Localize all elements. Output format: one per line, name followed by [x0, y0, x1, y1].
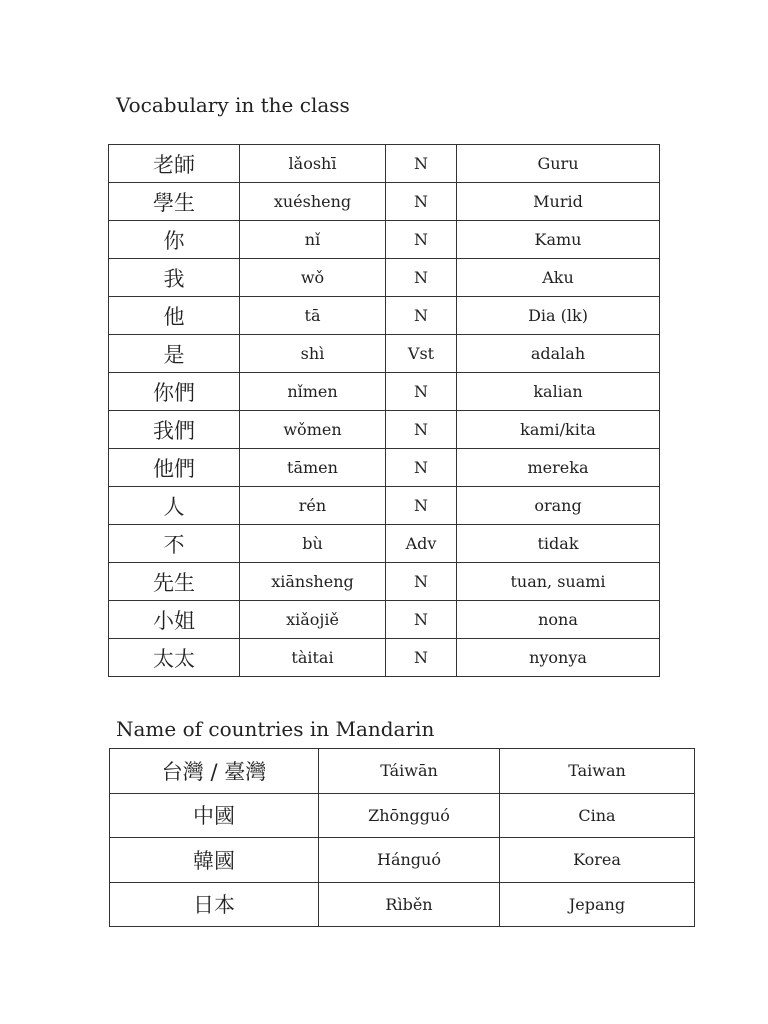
vocabulary-row	[109, 601, 660, 639]
vocab-pinyin-cell: xiānsheng	[240, 563, 386, 601]
vocabulary-row	[109, 297, 660, 335]
vocab-hanzi-cell: 小姐	[109, 601, 240, 639]
vocab-pos-cell: N	[386, 259, 457, 297]
vocab-meaning-cell: tidak	[457, 525, 660, 563]
vocab-meaning-cell: tuan, suami	[457, 563, 660, 601]
vocabulary-table	[108, 144, 660, 677]
vocab-pos-cell: N	[386, 221, 457, 259]
vocab-pinyin-cell: rén	[240, 487, 386, 525]
vocab-pos-cell: N	[386, 639, 457, 677]
country-meaning-cell: Jepang	[500, 882, 695, 927]
vocab-hanzi-cell: 不	[109, 525, 240, 563]
vocab-pos-cell: N	[386, 373, 457, 411]
country-meaning-cell: Cina	[500, 793, 695, 838]
vocab-pinyin-cell: lǎoshī	[240, 145, 386, 183]
vocab-meaning-cell: mereka	[457, 449, 660, 487]
vocab-meaning-cell: Dia (lk)	[457, 297, 660, 335]
vocab-hanzi-cell: 你	[109, 221, 240, 259]
vocab-pinyin-cell: tāmen	[240, 449, 386, 487]
vocab-meaning-cell: Kamu	[457, 221, 660, 259]
vocab-meaning-cell: nyonya	[457, 639, 660, 677]
vocab-meaning-cell: adalah	[457, 335, 660, 373]
vocab-pos-cell: N	[386, 411, 457, 449]
vocab-hanzi-cell: 太太	[109, 639, 240, 677]
vocab-pinyin-cell: nǐ	[240, 221, 386, 259]
vocab-meaning-cell: kalian	[457, 373, 660, 411]
vocab-pinyin-cell: tā	[240, 297, 386, 335]
vocabulary-row	[109, 221, 660, 259]
vocab-meaning-cell: orang	[457, 487, 660, 525]
vocab-pos-cell: N	[386, 487, 457, 525]
vocabulary-row	[109, 449, 660, 487]
vocab-hanzi-cell: 是	[109, 335, 240, 373]
vocab-pos-cell: Vst	[386, 335, 457, 373]
country-pinyin-cell: Táiwān	[319, 749, 500, 794]
vocab-pinyin-cell: wǒmen	[240, 411, 386, 449]
vocabulary-row	[109, 639, 660, 677]
vocab-pos-cell: N	[386, 601, 457, 639]
vocab-pos-cell: N	[386, 145, 457, 183]
country-pinyin-cell: Rìběn	[319, 882, 500, 927]
vocab-pos-cell: N	[386, 297, 457, 335]
vocab-pinyin-cell: wǒ	[240, 259, 386, 297]
vocab-pos-cell: N	[386, 449, 457, 487]
vocabulary-row	[109, 525, 660, 563]
vocab-pos-cell: N	[386, 563, 457, 601]
vocab-hanzi-cell: 先生	[109, 563, 240, 601]
vocab-pos-cell: N	[386, 183, 457, 221]
vocab-meaning-cell: Aku	[457, 259, 660, 297]
vocabulary-heading: Vocabulary in the class	[116, 93, 350, 117]
country-row	[110, 838, 695, 883]
country-hanzi-cell: 台灣 / 臺灣	[110, 749, 319, 794]
vocab-hanzi-cell: 老師	[109, 145, 240, 183]
vocab-hanzi-cell: 他	[109, 297, 240, 335]
countries-heading: Name of countries in Mandarin	[116, 717, 435, 741]
vocab-pinyin-cell: xiǎojiě	[240, 601, 386, 639]
vocabulary-row	[109, 487, 660, 525]
vocabulary-row	[109, 183, 660, 221]
vocabulary-row	[109, 145, 660, 183]
vocab-meaning-cell: nona	[457, 601, 660, 639]
vocab-hanzi-cell: 我們	[109, 411, 240, 449]
vocab-pinyin-cell: tàitai	[240, 639, 386, 677]
vocab-hanzi-cell: 他們	[109, 449, 240, 487]
vocab-hanzi-cell: 我	[109, 259, 240, 297]
vocab-pinyin-cell: nǐmen	[240, 373, 386, 411]
vocab-meaning-cell: Murid	[457, 183, 660, 221]
countries-table	[109, 748, 695, 927]
country-row	[110, 749, 695, 794]
country-hanzi-cell: 韓國	[110, 838, 319, 883]
vocabulary-row	[109, 563, 660, 601]
country-row	[110, 882, 695, 927]
country-pinyin-cell: Zhōngguó	[319, 793, 500, 838]
vocab-pinyin-cell: xuésheng	[240, 183, 386, 221]
country-hanzi-cell: 日本	[110, 882, 319, 927]
vocab-pinyin-cell: shì	[240, 335, 386, 373]
vocabulary-row	[109, 259, 660, 297]
country-row	[110, 793, 695, 838]
vocabulary-row	[109, 373, 660, 411]
country-meaning-cell: Taiwan	[500, 749, 695, 794]
vocabulary-row	[109, 411, 660, 449]
country-pinyin-cell: Hánguó	[319, 838, 500, 883]
vocab-hanzi-cell: 學生	[109, 183, 240, 221]
vocab-meaning-cell: Guru	[457, 145, 660, 183]
country-meaning-cell: Korea	[500, 838, 695, 883]
vocab-pos-cell: Adv	[386, 525, 457, 563]
country-hanzi-cell: 中國	[110, 793, 319, 838]
vocab-hanzi-cell: 你們	[109, 373, 240, 411]
vocab-meaning-cell: kami/kita	[457, 411, 660, 449]
vocab-hanzi-cell: 人	[109, 487, 240, 525]
vocabulary-row	[109, 335, 660, 373]
vocab-pinyin-cell: bù	[240, 525, 386, 563]
